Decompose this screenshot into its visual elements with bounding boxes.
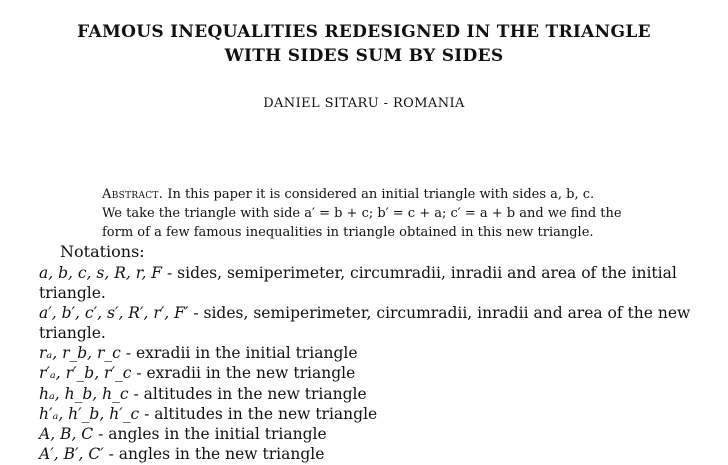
notation-description: triangle. bbox=[39, 324, 106, 342]
notation-symbols: a, b, c, s, R, r, F bbox=[39, 264, 163, 282]
notation-item bbox=[39, 343, 358, 363]
notation-description: - angles in the initial triangle bbox=[93, 425, 327, 443]
notation-symbols: h′ₐ, h′_b, h′_c bbox=[39, 405, 140, 423]
abstract-text-1: In this paper it is considered an initial triangle with sides a, b, c. bbox=[167, 187, 595, 202]
notation-item bbox=[39, 263, 677, 283]
notation-description: - sides, semiperimeter, circumradii, inradii and area of the initial bbox=[162, 264, 677, 282]
abstract-line-3: form of a few famous inequalities in triangle obtained in this new triangle. bbox=[102, 225, 594, 240]
notation-item bbox=[39, 303, 690, 323]
abstract-label: Abstract. bbox=[102, 187, 164, 202]
notation-symbols: rₐ, r_b, r_c bbox=[39, 344, 121, 362]
notation-item bbox=[39, 444, 324, 464]
notation-item bbox=[39, 283, 106, 303]
notation-symbols: A, B, C bbox=[39, 425, 94, 443]
notation-description: - altitudes in the new triangle bbox=[128, 385, 367, 403]
notation-item bbox=[39, 424, 327, 444]
abstract-line-1 bbox=[102, 185, 622, 204]
notation-item bbox=[39, 363, 355, 383]
notation-symbols: hₐ, h_b, h_c bbox=[39, 385, 129, 403]
paper-title-line-2: WITH SIDES SUM BY SIDES bbox=[224, 46, 504, 66]
notation-item bbox=[39, 404, 377, 424]
notation-description: - exradii in the new triangle bbox=[131, 364, 356, 382]
notation-symbols: A′, B′, C′ bbox=[39, 445, 104, 463]
abstract-line-2: We take the triangle with side a′ = b + c; b′ = c + a; c′ = a + b and we find the bbox=[102, 206, 622, 221]
notation-symbols: a′, b′, c′, s′, R′, r′, F′ bbox=[39, 304, 189, 322]
paper-title-line-1: FAMOUS INEQUALITIES REDESIGNED IN THE TRIANGLE bbox=[77, 22, 651, 42]
notation-description: - sides, semiperimeter, circumradii, inradii and area of the new bbox=[188, 304, 691, 322]
notation-description: - angles in the new triangle bbox=[103, 445, 325, 463]
author-line: DANIEL SITARU - ROMANIA bbox=[263, 96, 465, 111]
notation-description: triangle. bbox=[39, 284, 106, 302]
notation-symbols: r′ₐ, r′_b, r′_c bbox=[39, 364, 132, 382]
notation-item bbox=[39, 384, 367, 404]
notation-description: - exradii in the initial triangle bbox=[120, 344, 358, 362]
notations-heading: Notations: bbox=[60, 242, 145, 261]
notation-item bbox=[39, 323, 106, 343]
notation-description: - altitudes in the new triangle bbox=[139, 405, 378, 423]
